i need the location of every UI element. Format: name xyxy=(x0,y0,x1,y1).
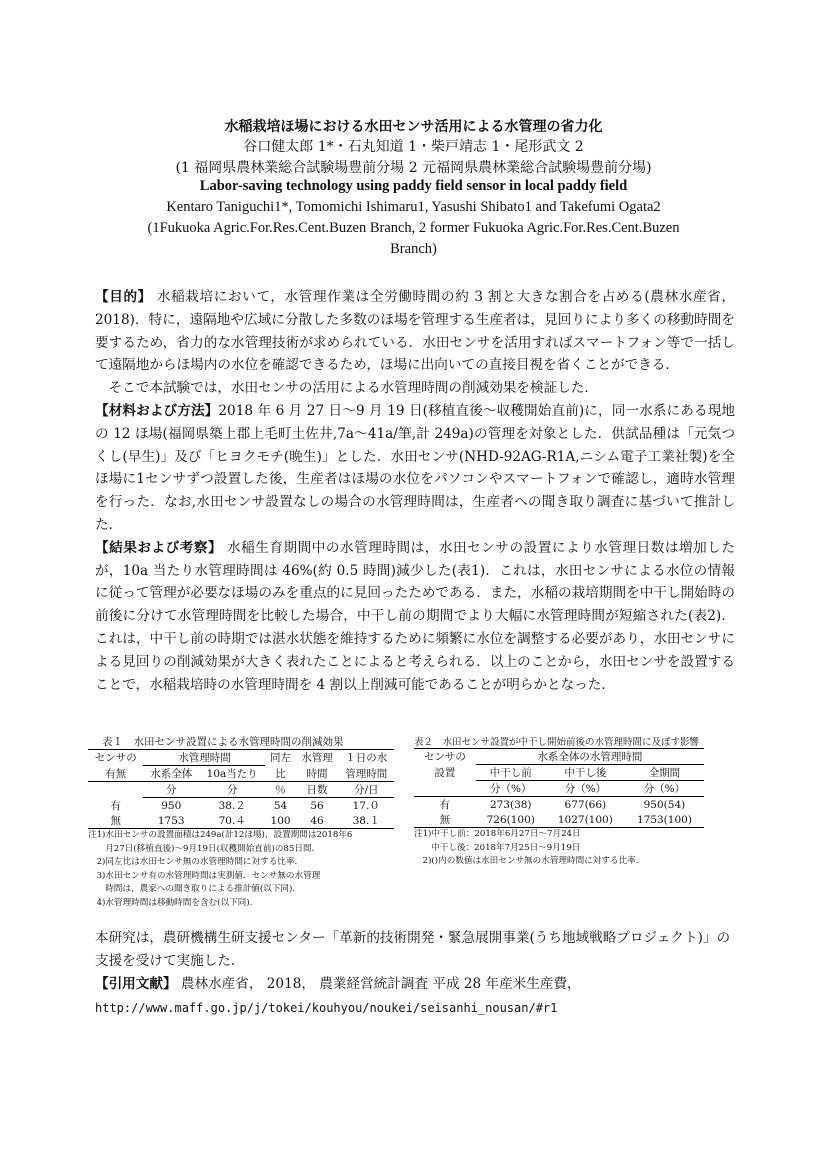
t1-note: 3)水田センサ有の水管理時間は実測値．センサ無の水管理 xyxy=(88,870,321,881)
t2-h-sensor2: 設置 xyxy=(434,767,456,779)
t1-h-per10a: 10a当たり xyxy=(199,766,266,782)
table1-caption: 表１ 水田センサ設置による水管理時間の削減効果 xyxy=(102,736,344,748)
t2-unit: 分（%） xyxy=(546,781,625,797)
t2-h-col: 中干し前 xyxy=(476,765,546,781)
methods-text: 2018 年 6 月 27 日～9 月 19 日(移植直後～収穫開始直前)に，同一水系にある現地の 12 ほ場(福岡県築上郡上毛町土佐井,7a～41a/筆,計 249a)の管理を対象とした．供試品種は「元気つくし(早生)」及び「ヒヨクモチ(晩生)」とした．水田センサ(NHD-92AG-R1A,ニシム電子工業社製)を全ほ場に1センサずつ設置した後，生産者はほ場の水位をパソコンやスマートフォンで確認し，適時水管理を行った．なお,水田センサ設置なしの場合の水管理時間は，生産者への聞き取り調査に基づいて推計した． xyxy=(95,402,736,533)
t1-row-label: 有 xyxy=(110,799,121,812)
affiliation-en-line1: (1Fukuoka Agric.For.Res.Cent.Buzen Branch, 2 former Fukuoka Agric.For.Res.Cent.Buzen xyxy=(147,220,680,236)
t1-note: 時間は，農家への聞き取りによる推計値(以下同). xyxy=(88,884,296,894)
t2-cell: 1027(100) xyxy=(546,812,625,828)
t1-note: 注1)水田センサの設置面積は249a(計12ほ場)，設置期間は2018年6 xyxy=(88,830,353,840)
methods-heading: 【材料および方法】 xyxy=(95,402,219,419)
t1-h-daily2: 管理時間 xyxy=(338,766,394,782)
t1-unit: ％ xyxy=(265,782,295,798)
t2-cell: 677(66) xyxy=(564,798,607,811)
table2-caption: 表２ 水田センサ設置が中干し開始前後の水管理時間に及ぼす影響 xyxy=(414,737,700,748)
t1-cell: 56 xyxy=(310,799,324,812)
t1-cell: 950 xyxy=(161,799,182,812)
t2-h-col: 全期間 xyxy=(625,765,704,781)
purpose-text: 水稲栽培において，水管理作業は全労働時間の約 3 割と大きな割合を占める(農林水産省，2018)．特に，遠隔地や広域に分散した多数のほ場を管理する生産者は，見回りにより多くの移動時間を要するため，省力的な水管理技術が求められている．水田センサを活用すればスマートフォン等で一括して遠隔地からほ場内の水位を確認できるため，ほ場に出向いての直接目視を省くことができる． xyxy=(95,289,735,374)
t2-row-label: 有 xyxy=(439,799,451,811)
results-paragraph xyxy=(95,537,735,697)
t1-cell: 38.１ xyxy=(338,813,394,829)
t1-h-days2: 時間 xyxy=(296,766,339,782)
acknowledgement: 本研究は，農研機構生研支援センター「革新的技術開発・緊急展開事業(うち地域戦略プロジェクト)」の支援を受けて実施した． xyxy=(95,930,731,969)
authors-ja: 谷口健太郎 1*・石丸知道 1・柴戸靖志 1・尾形武文 2 xyxy=(243,139,584,155)
t2-note: 注1)中干し前：2018年6月27日～7月24日 xyxy=(414,829,581,839)
title-en: Labor-saving technology using paddy field sensor in local paddy field xyxy=(199,178,628,194)
t1-note: 4)水管理時間は移動時間を含む(以下同). xyxy=(88,897,253,908)
t1-h-ratio1: 同左 xyxy=(265,750,295,766)
references xyxy=(95,973,735,996)
table-row xyxy=(88,813,394,829)
results-heading: 【結果および考察】 xyxy=(95,539,223,556)
results-text: 水稲生育期間中の水管理時間は，水田センサの設置により水管理日数は増加したが，10a 当たり水管理時間は 46%(約 0.5 時間)減少した(表1)．これは，水田センサによる水位の情報に従って管理が必要なほ場のみを重点的に見回ったためである．また，水稲の栽培期間を中干し開始時の前後に分けて水管理時間を比較した場合，中干し前の期間でより大幅に水管理時間が短縮された(表2)． これは，中干し前の時期では湛水状態を維持するために頻繁に水位を調整する必要があり，水田センサによる見回りの削減効果が大きく表れたことによると考えられる．以上のことから，水田センサを設置することで，水稲栽培時の水管理時間を 4 割以上削減可能であることが明らかとなった． xyxy=(95,539,736,693)
t2-cell: 273(38) xyxy=(489,798,532,811)
t1-h-days1: 水管理 xyxy=(296,750,339,766)
t1-cell: 70.４ xyxy=(199,813,266,829)
purpose-heading: 【目的】 xyxy=(95,289,152,305)
table2 xyxy=(414,748,704,828)
t1-unit: 分/日 xyxy=(338,782,394,798)
table1 xyxy=(88,749,394,829)
body-text xyxy=(95,286,735,696)
t1-cell: 17.０ xyxy=(352,800,380,812)
table1-notes xyxy=(88,829,408,910)
t2-note: 中干し後：2018年7月25日～9月19日 xyxy=(414,842,581,853)
t1-unit: 分 xyxy=(199,782,266,798)
t1-cell: 38.２ xyxy=(218,800,246,812)
t1-h-water-time: 水管理時間 xyxy=(143,750,265,766)
t2-unit-blank xyxy=(414,781,476,797)
t1-unit: 日数 xyxy=(296,782,339,798)
t1-cell: 100 xyxy=(265,813,295,829)
t2-h-group: 水系全体の水管理時間 xyxy=(476,749,704,765)
reference-text: 農林水産省， 2018， 農業経営統計調査 平成 28 年産米生産費， xyxy=(180,975,581,992)
t2-unit: 分（%） xyxy=(625,781,704,797)
t2-row-label: 無 xyxy=(414,812,476,828)
t1-unit-blank xyxy=(88,782,143,798)
t1-h-daily1: １日の水 xyxy=(338,750,394,766)
t2-h-col: 中干し後 xyxy=(546,765,625,781)
t1-note: 2)同左比は水田センサ無の水管理時間に対する比率. xyxy=(88,857,298,867)
t1-unit: 分 xyxy=(143,782,198,798)
t1-h-sensor1: センサの xyxy=(88,750,143,766)
t2-cell: 726(100) xyxy=(476,812,546,828)
t1-note: 月27日(移植直後)～9月19日(収穫開始直前)の85日間. xyxy=(88,843,315,854)
t2-cell: 1753(100) xyxy=(625,812,704,828)
footer xyxy=(95,927,735,1020)
t1-h-all: 水系全体 xyxy=(143,766,198,782)
purpose-paragraph-2: そこで本試験では，水田センサの活用による水管理時間の削減効果を検証した． xyxy=(108,380,598,397)
t2-cell: 950(54) xyxy=(643,798,686,811)
t2-h-sensor1: センサの xyxy=(414,749,476,765)
table2-notes xyxy=(414,828,754,869)
table1-block xyxy=(88,734,408,910)
table2-block xyxy=(414,734,754,869)
authors-en: Kentaro Taniguchi1*, Tomomichi Ishimaru1, Yasushi Shibato1 and Takefumi Ogata2 xyxy=(166,199,661,215)
references-heading: 【引用文献】 xyxy=(95,975,177,992)
reference-url: http://www.maff.go.jp/j/tokei/kouhyou/noukei/seisanhi_nousan/#r1 xyxy=(95,1001,558,1016)
t1-cell: 54 xyxy=(273,799,288,812)
table-row xyxy=(88,798,394,814)
t1-row-label: 無 xyxy=(88,813,143,829)
table-row xyxy=(414,797,704,813)
title-ja: 水稲栽培ほ場における水田センサ活用による水管理の省力化 xyxy=(224,119,603,135)
affiliation-en-line2: Branch) xyxy=(390,241,437,257)
t1-h-sensor2: 有無 xyxy=(88,766,143,782)
t1-h-ratio2: 比 xyxy=(265,766,295,782)
table-row xyxy=(414,812,704,828)
t2-note: 2)()内の数値は水田センサ無の水管理時間に対する比率. xyxy=(414,856,639,866)
purpose-paragraph xyxy=(95,286,735,377)
affiliation-ja: (1 福岡県農林業総合試験場豊前分場 2 元福岡県農林業総合試験場豊前分場) xyxy=(175,160,652,176)
t1-cell: 46 xyxy=(296,813,339,829)
t1-cell: 1753 xyxy=(143,813,198,829)
methods-paragraph xyxy=(95,400,735,537)
t2-unit: 分（%） xyxy=(476,781,546,797)
